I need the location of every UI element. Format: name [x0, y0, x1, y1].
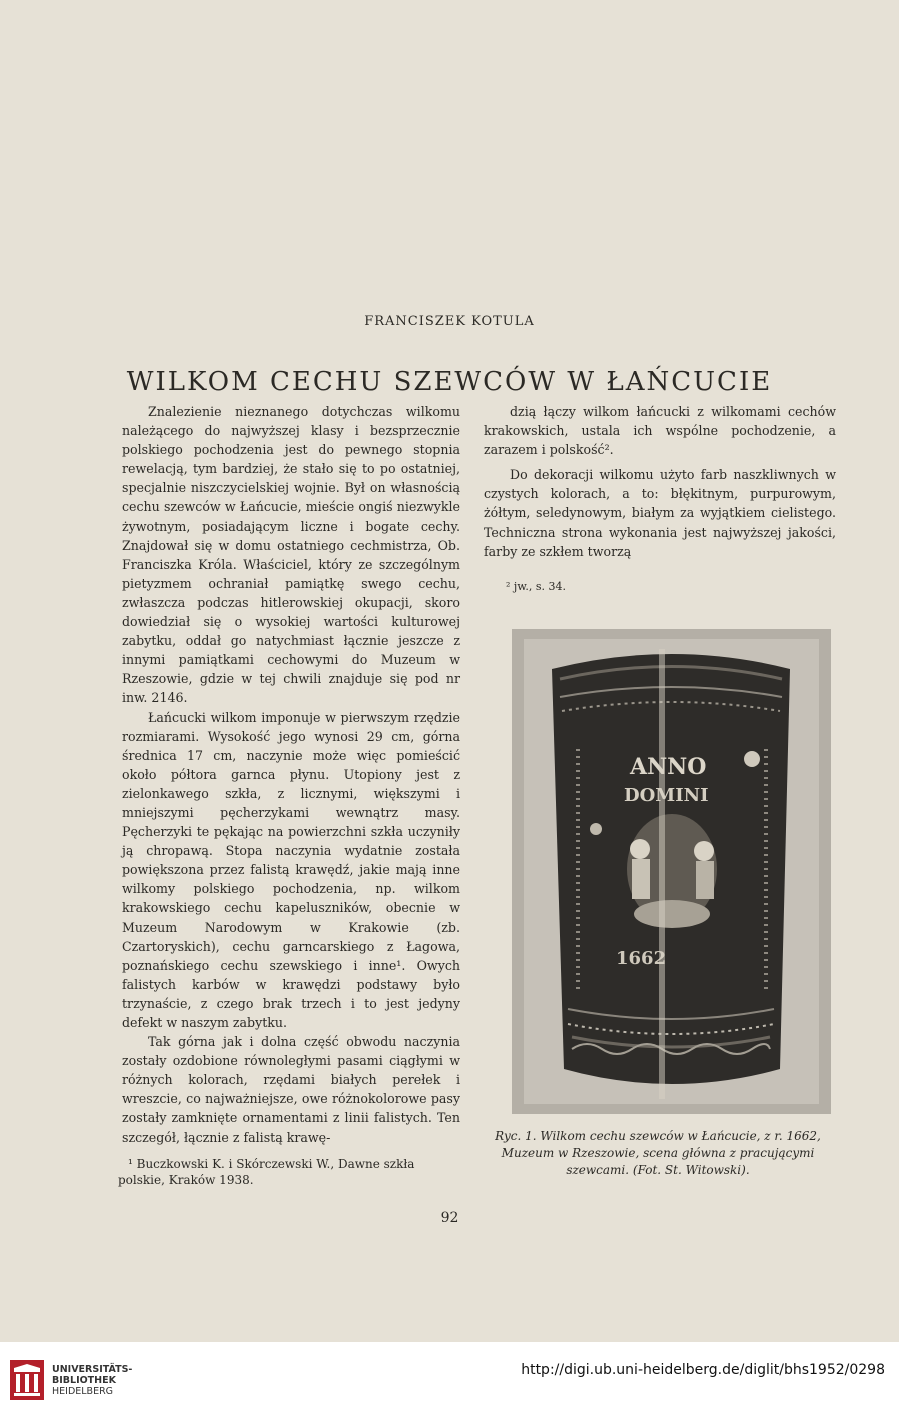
goblet-inscription-anno: ANNO [630, 754, 707, 780]
source-url-link[interactable]: http://digi.ub.uni-heidelberg.de/diglit/bhs1952/0298 [521, 1362, 885, 1378]
left-paragraph-1: Znalezienie nieznanego dotychczas wilkomu należącego do najwyższej klasy i bezsprzecznie polskiego pochodzenia jest do pewnego stopnia rewelacją, tym bardziej, że stało się to po ostatniej, specjalnie niszczycielskiej wojnie. Był on własnością cechu szewców w Łańcucie, mieście ongiś niezwykle żywotnym, posiadającym liczne i bogate cechy. Znajdował się w domu ostatniego cechmistrza, Ob. Franciszka Króla. Właściciel, który ze szczególnym pietyzmem ochraniał pamiątkę swego cechu, zwłaszcza podczas hitlerowskiej okupacji, skoro dowiedział się o wysokiej wartości kulturowej zabytku, oddał go natychmiast łącznie jeszcze z innymi pamiątkami cechowymi do Muzeum w Rzeszowie, gdzie w tej chwili znajduje się pod nr inw. 2146. [122, 404, 460, 706]
right-paragraph-1: dzią łączy wilkom łańcucki z wilkomami cechów krakowskich, ustala ich wspólne pochodzenie, a zarazem i polskość². [484, 404, 836, 458]
library-logo[interactable] [10, 1360, 132, 1400]
right-column [484, 402, 836, 561]
left-paragraph-2: Łańcucki wilkom imponuje w pierwszym rzędzie rozmiarami. Wysokość jego wynosi 29 cm, górna średnica 17 cm, naczynie może więc pomieścić około półtora garnca płynu. Utopiony jest z zielonkawego szkła, z licznymi, większymi i mniejszymi pęcherzykami wewnątrz masy. Pęcherzyki te pękając na powierzchni szkła uczyniły ją chropawą. Stopa naczynia wydatnie została powiększona przez falistą krawędź, jakie mają inne wilkomy polskiego pochodzenia, np. wilkom krakowskiego cechu kapeluszników, obecnie w Muzeum Narodowym w Krakowie (zb. Czartoryskich), cechu garncarskiego z Łagowa, poznańskiego cechu szewskiego i inne¹. Owych falistych karbów w krawędzi podstawy było trzynaście, z czego brak trzech i to jest jedyny defekt w naszym zabytku. [122, 709, 460, 1030]
article-title: WILKOM CECHU SZEWCÓW W ŁAŃCUCIE [126, 367, 773, 398]
library-name-line-1: UNIVERSITÄTS- [52, 1363, 133, 1375]
footer-bar [0, 1342, 899, 1418]
footnote-1: ¹ Buczkowski K. i Skórczewski W., Dawne szkła polskie, Kraków 1938. [118, 1157, 415, 1187]
author-name: FRANCISZEK KOTULA [364, 314, 535, 329]
goblet-inscription-year: 1662 [616, 948, 667, 969]
left-paragraph-3: Tak górna jak i dolna część obwodu naczynia zostały ozdobione równoległymi pasami ciągłymi w różnych kolorach, rzędami białych perełek i wreszcie, co najważniejsze, owe różnokolorowe pasy zostały zamknięte ornamentami z linii falistych. Ten szczegół, łącznie z falistą krawę- [122, 1034, 460, 1145]
library-name-line-3: HEIDELBERG [52, 1385, 114, 1397]
library-name-line-2: BIBLIOTHEK [52, 1374, 116, 1386]
right-paragraph-2: Do dekoracji wilkomu użyto farb naszkliwnych w czystych kolorach, a to: błękitnym, purpurowym, żółtym, seledynowym, białym za wyjątkiem cielistego. Techniczna strona wykonania jest najwyższej jakości, farby ze szkłem tworzą [484, 467, 836, 559]
footnote-2: ² jw., s. 34. [506, 580, 567, 593]
figure-photo-wilkom [512, 629, 831, 1114]
goblet-illustration [512, 629, 831, 1114]
left-column [122, 402, 460, 1147]
goblet-inscription-domini: DOMINI [624, 785, 709, 806]
page-number: 92 [440, 1210, 459, 1226]
university-library-icon [10, 1360, 44, 1400]
figure-caption: Ryc. 1. Wilkom cechu szewców w Łańcucie, z r. 1662, Muzeum w Rzeszowie, scena główna z pracującymi szewcami. (Fot. St. Witowski). [495, 1129, 821, 1177]
